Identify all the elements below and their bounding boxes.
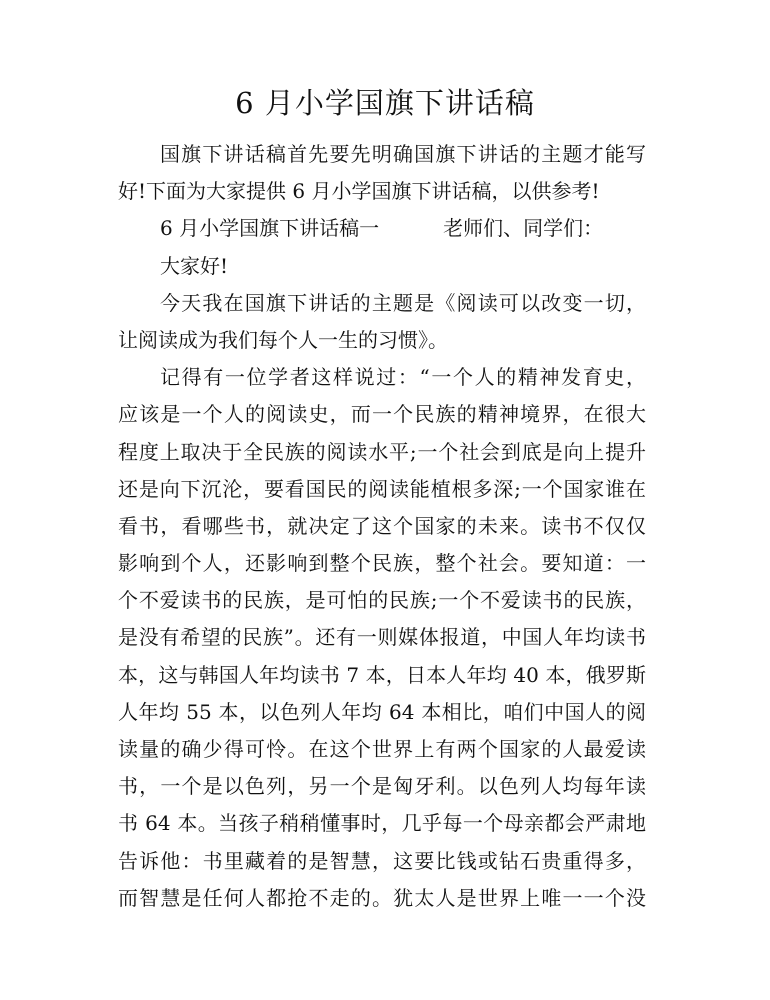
text-line: 应该是一个人的阅读史，而一个民族的精神境界，在很大 bbox=[118, 402, 646, 427]
text-line: 而智慧是任何人都抢不走的。犹太人是世界上唯一一个没 bbox=[118, 885, 646, 910]
text-line: 书 64 本。当孩子稍稍懂事时，几乎每一个母亲都会严肃地 bbox=[118, 811, 646, 836]
text-line: 好!下面为大家提供 6 月小学国旗下讲话稿，以供参考! bbox=[118, 179, 600, 204]
salutation: 老师们、同学们： bbox=[443, 216, 604, 241]
greeting: 大家好! bbox=[160, 253, 229, 278]
text-line: 国旗下讲话稿首先要先明确国旗下讲话的主题才能写 bbox=[160, 142, 646, 166]
text-line: 今天我在国旗下讲话的主题是《阅读可以改变一切， bbox=[160, 290, 646, 315]
text-line: 告诉他：书里藏着的是智慧，这要比钱或钻石贵重得多， bbox=[118, 848, 646, 873]
text-line: 看书，看哪些书，就决定了这个国家的未来。读书不仅仅 bbox=[118, 513, 646, 538]
text-line: 书，一个是以色列，另一个是匈牙利。以色列人均每年读 bbox=[118, 774, 646, 799]
document-body bbox=[118, 136, 646, 917]
text-line: 程度上取决于全民族的阅读水平;一个社会到底是向上提升 bbox=[118, 439, 646, 464]
text-line: 读量的确少得可怜。在这个世界上有两个国家的人最爱读 bbox=[118, 737, 646, 761]
text-line: 个不爱读书的民族，是可怕的民族;一个不爱读书的民族， bbox=[118, 588, 646, 613]
text-line: 影响到个人，还影响到整个民族，整个社会。要知道：一 bbox=[118, 551, 646, 576]
text-line: 是没有希望的民族”。还有一则媒体报道，中国人年均读书 bbox=[118, 625, 646, 650]
text-line: 人年均 55 本，以色列人年均 64 本相比，咱们中国人的阅 bbox=[118, 699, 646, 724]
section-heading-line bbox=[118, 210, 646, 247]
text-line: 还是向下沉沦，要看国民的阅读能植根多深;一个国家谁在 bbox=[118, 476, 646, 501]
text-line: 本，这与韩国人年均读书 7 本，日本人年均 40 本，俄罗斯 bbox=[118, 662, 646, 687]
section-heading: 6 月小学国旗下讲话稿一 bbox=[160, 216, 380, 241]
document-title: 6 月小学国旗下讲话稿 bbox=[235, 86, 535, 120]
text-line: 记得有一位学者这样说过：“一个人的精神发育史， bbox=[160, 365, 646, 390]
text-line: 让阅读成为我们每个人一生的习惯》。 bbox=[118, 327, 448, 352]
